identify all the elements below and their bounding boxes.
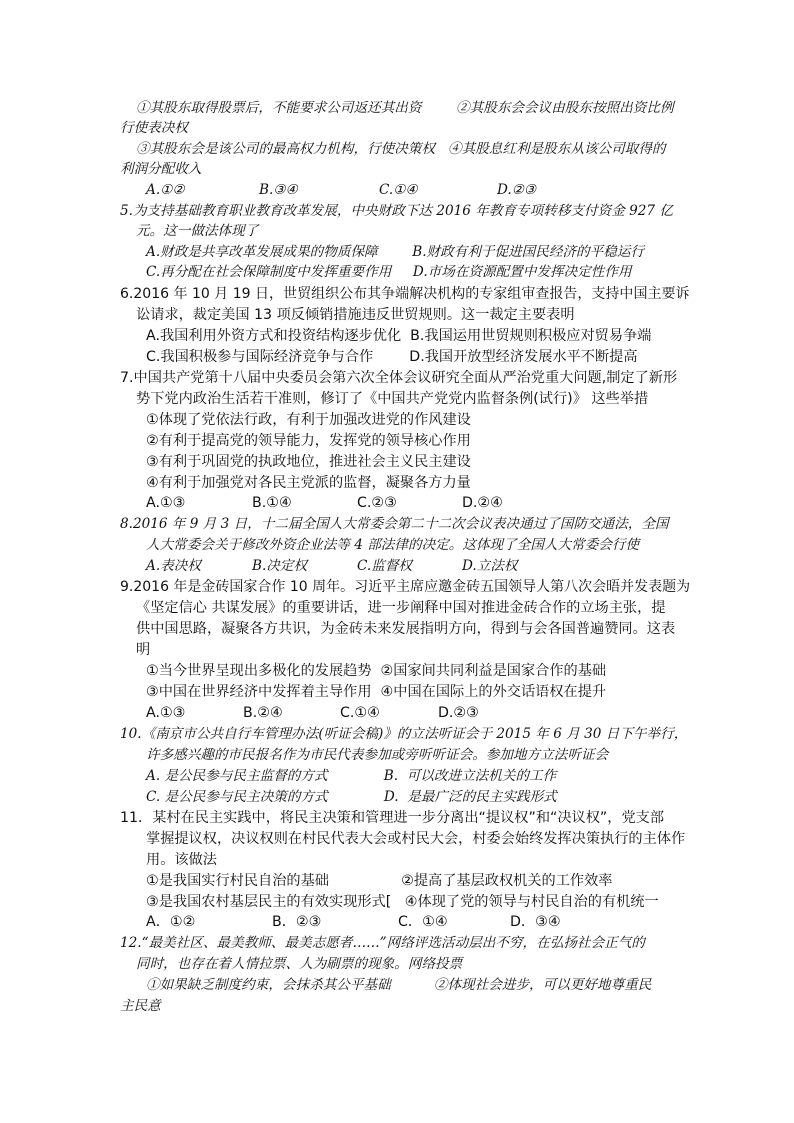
q4-line-1: ①其股东取得股票后，不能要求公司返还其出资 ②其股东会会议由股东按照出资比例 xyxy=(136,100,674,116)
q9-statements-34: ③中国在世界经济中发挥着主导作用 ④中国在国际上的外交话语权在提升 xyxy=(146,684,607,700)
q9-stem-line-3: 供中国思路，凝聚各方共识，为金砖未来发展指明方向，得到与会各国普遍赞同。这表 xyxy=(136,621,676,637)
q7-stem-line-2: 势下党内政治生活若干准则，修订了《中国共产党党内监督条例(试行)》 这些举措 xyxy=(136,391,649,407)
q5-options-cd: C.再分配在社会保障制度中发挥重要作用 D.市场在资源配置中发挥决定性作用 xyxy=(146,264,632,280)
q11-option-a: A．①② xyxy=(146,914,196,930)
q11-statements-34: ③是我国农村基层民主的有效实现形式[ ④体现了党的领导与村民自治的有机统一 xyxy=(146,894,659,910)
q9-stem-line-4: 明 xyxy=(136,642,151,658)
q7-option-b: B.①④ xyxy=(252,495,292,511)
q10-options-ab: A. 是公民参与民主监督的方式 B. 可以改进立法机关的工作 xyxy=(146,768,557,784)
q6-stem-line-2: 讼请求，裁定美国 13 项反倾销措施违反世贸规则。这一裁定主要表明 xyxy=(136,307,575,323)
q12-stem-line-2: 同时，也存在着人情拉票、人为刷票的现象。网络投票 xyxy=(136,956,463,972)
q4-option-c: C.①④ xyxy=(379,182,418,198)
q7-statement-1: ①体现了党依法行政，有利于加强改进党的作风建设 xyxy=(146,412,471,428)
q11-stem-line-3: 用。该做法 xyxy=(146,852,217,868)
q9-option-c: C.①④ xyxy=(340,705,380,721)
q8-option-b: B.决定权 xyxy=(252,558,308,574)
q12-statement-2-cont: 主民意 xyxy=(120,998,161,1014)
q4-line-3: ③其股东会是该公司的最高权力机构，行使决策权 ④其股息红利是股东从该公司取得的 xyxy=(136,141,666,157)
q9-option-d: D.②③ xyxy=(438,705,479,721)
q7-option-c: C.②③ xyxy=(357,495,397,511)
q4-option-d: D.②③ xyxy=(497,182,537,198)
q4-option-b: B.③④ xyxy=(259,182,298,198)
q11-stem-line-1: 11．某村在民主实践中，将民主决策和管理进一步分离出“提议权”和“决议权”，党支部 xyxy=(120,810,665,826)
q8-option-a: A.表决权 xyxy=(146,558,201,574)
q12-statements-12: ①如果缺乏制度约束，会抹杀其公平基础 ②体现社会进步，可以更好地尊重民 xyxy=(146,977,652,993)
q9-stem-line-2: 《坚定信心 共谋发展》的重要讲话，进一步阐释中国对推进金砖合作的立场主张，提 xyxy=(136,600,666,616)
q11-option-c: C．①④ xyxy=(398,914,448,930)
q11-option-d: D．③④ xyxy=(510,914,561,930)
q7-option-d: D.②④ xyxy=(462,495,503,511)
q4-line-2: 行使表决权 xyxy=(120,120,188,136)
q4-option-a: A.①② xyxy=(146,182,185,198)
q9-option-a: A.①③ xyxy=(146,705,186,721)
q12-stem-line-1: 12.“最美社区、最美教师、最美志愿者……”网络评选活动层出不穷，在弘扬社会正气的 xyxy=(120,935,645,951)
q8-stem-line-1: 8.2016 年 9 月 3 日，十二届全国人大常委会第二十二次会议表决通过了国防交通法，全国 xyxy=(120,516,669,532)
q7-statement-4: ④有利于加强党对各民主党派的监督，凝聚各方力量 xyxy=(146,475,471,491)
q11-statements-12: ①是我国实行村民自治的基础 ②提高了基层政权机关的工作效率 xyxy=(146,873,613,889)
q7-option-a: A.①③ xyxy=(146,495,186,511)
q11-option-b: B．②③ xyxy=(272,914,322,930)
q7-statement-3: ③有利于巩固党的执政地位，推进社会主义民主建设 xyxy=(146,454,471,470)
q6-options-ab: A.我国利用外资方式和投资结构逐步优化 B.我国运用世贸规则积极应对贸易争端 xyxy=(146,328,652,344)
q6-options-cd: C.我国积极参与国际经济竞争与合作 D.我国开放型经济发展水平不断提高 xyxy=(146,349,638,365)
q5-options-ab: A.财政是共享改革发展成果的物质保障 B.财政有利于促进国民经济的平稳运行 xyxy=(146,244,645,260)
q5-stem-line-1: 5.为支持基础教育职业教育改革发展，中央财政下达 2016 年教育专项转移支付资金 927 亿 xyxy=(120,203,673,219)
q4-line-4: 利润分配收入 xyxy=(120,161,202,177)
q9-stem-line-1: 9.2016 年是金砖国家合作 10 周年。习近平主席应邀金砖五国领导人第八次会晤并发表题为 xyxy=(120,579,691,595)
q8-option-c: C.监督权 xyxy=(357,558,413,574)
q8-stem-line-2: 人大常委会关于修改外资企业法等 4 部法律的决定。这体现了全国人大常委会行使 xyxy=(146,537,640,553)
q10-options-cd: C. 是公民参与民主决策的方式 D. 是最广泛的民主实践形式 xyxy=(146,789,557,805)
q7-statement-2: ②有利于提高党的领导能力，发挥党的领导核心作用 xyxy=(146,433,471,449)
q9-statements-12: ①当今世界呈现出多极化的发展趋势 ②国家间共同利益是国家合作的基础 xyxy=(146,663,607,679)
q7-stem-line-1: 7.中国共产党第十八届中央委员会第六次全体会议研究全面从严治党重大问题,制定了新形 xyxy=(120,370,678,386)
q8-option-d: D.立法权 xyxy=(462,558,518,574)
q11-stem-line-2: 掌握提议权，决议权则在村民代表大会或村民大会，村委会始终发挥决策执行的主体作 xyxy=(146,831,686,847)
q5-stem-line-2: 元。这一做法体现了 xyxy=(136,223,259,239)
q9-option-b: B.②④ xyxy=(243,705,283,721)
q6-stem-line-1: 6.2016 年 10 月 19 日，世贸组织公布其争端解决机构的专家组审查报告，支持中国主要诉 xyxy=(120,286,690,302)
q10-stem-line-1: 10.《南京市公共自行车管理办法(听证会稿)》的立法听证会于 2015 年 6 月 30 日下午举行， xyxy=(120,726,688,742)
q10-stem-line-2: 许多感兴趣的市民报名作为市民代表参加或旁听听证会。参加地方立法听证会 xyxy=(146,747,609,763)
